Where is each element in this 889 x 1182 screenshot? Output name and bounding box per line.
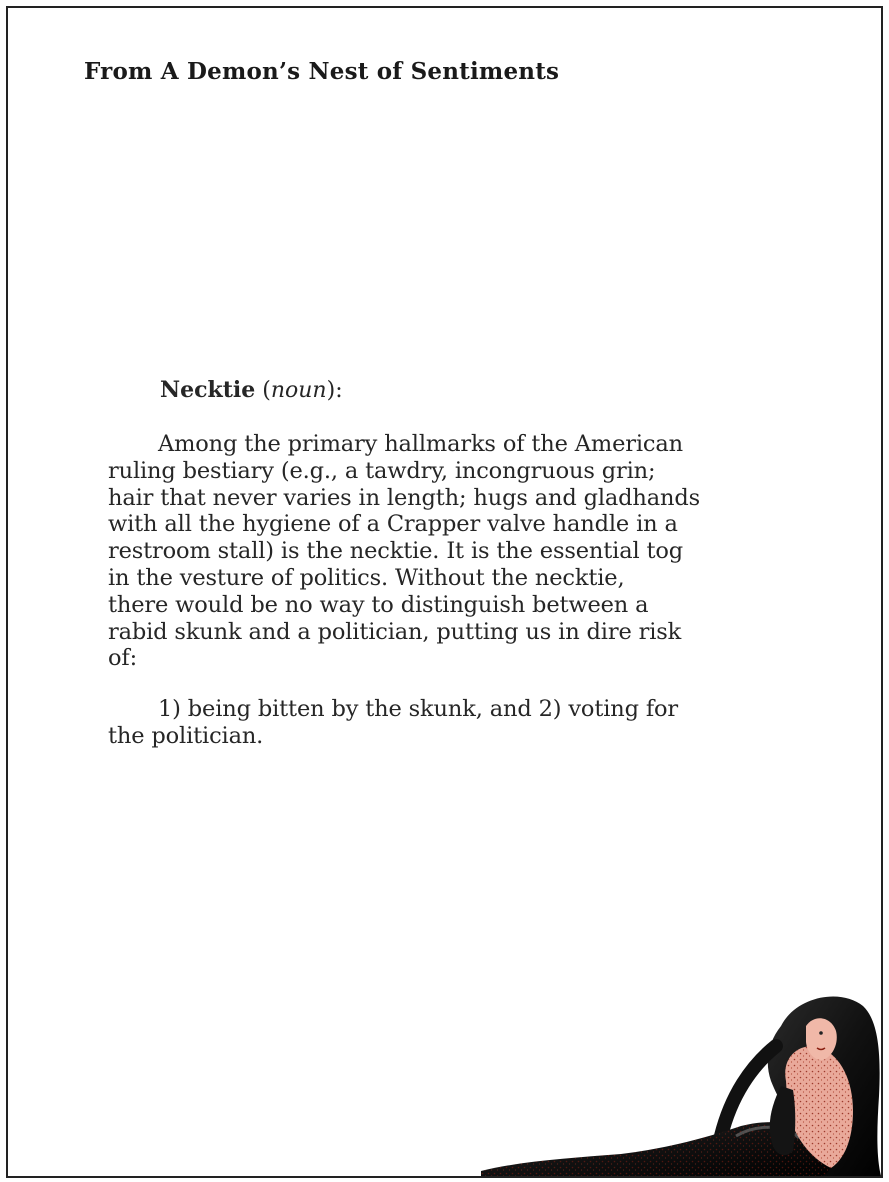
page (6, 6, 883, 1178)
page-header: From A Demon’s Nest of Sentiments (84, 58, 560, 85)
definition-line: in the vesture of politics. Without the necktie, (108, 564, 625, 591)
list-line: 1) being bitten by the skunk, and 2) voting for (158, 696, 679, 723)
definition-line: of: (108, 645, 138, 672)
eye-icon (819, 1031, 823, 1035)
pos-open: ( (255, 378, 271, 403)
definition-line: Among the primary hallmarks of the American (158, 431, 683, 457)
list-paragraph (108, 696, 798, 750)
definition-paragraph (108, 431, 798, 672)
definition-line: ruling bestiary (e.g., a tawdry, incongruous grin; (108, 457, 656, 484)
definition-line: restroom stall) is the necktie. It is the essential tog (108, 538, 684, 565)
entry-term: Necktie (160, 377, 256, 403)
entry-heading (160, 376, 798, 405)
definition-line: with all the hygiene of a Crapper valve handle in a (108, 511, 678, 538)
list-line: the politician. (108, 722, 264, 749)
pos-close: ): (326, 378, 343, 403)
definition-line: there would be no way to distinguish between a (108, 591, 649, 618)
part-of-speech: noun (270, 378, 327, 403)
definition-line: rabid skunk and a politician, putting us in dire risk (108, 618, 682, 645)
arm-shape (770, 1086, 796, 1155)
definition-line: hair that never varies in length; hugs and gladhands (108, 484, 700, 511)
dictionary-entry (108, 376, 798, 774)
reclining-demon-figure-icon (481, 986, 881, 1176)
